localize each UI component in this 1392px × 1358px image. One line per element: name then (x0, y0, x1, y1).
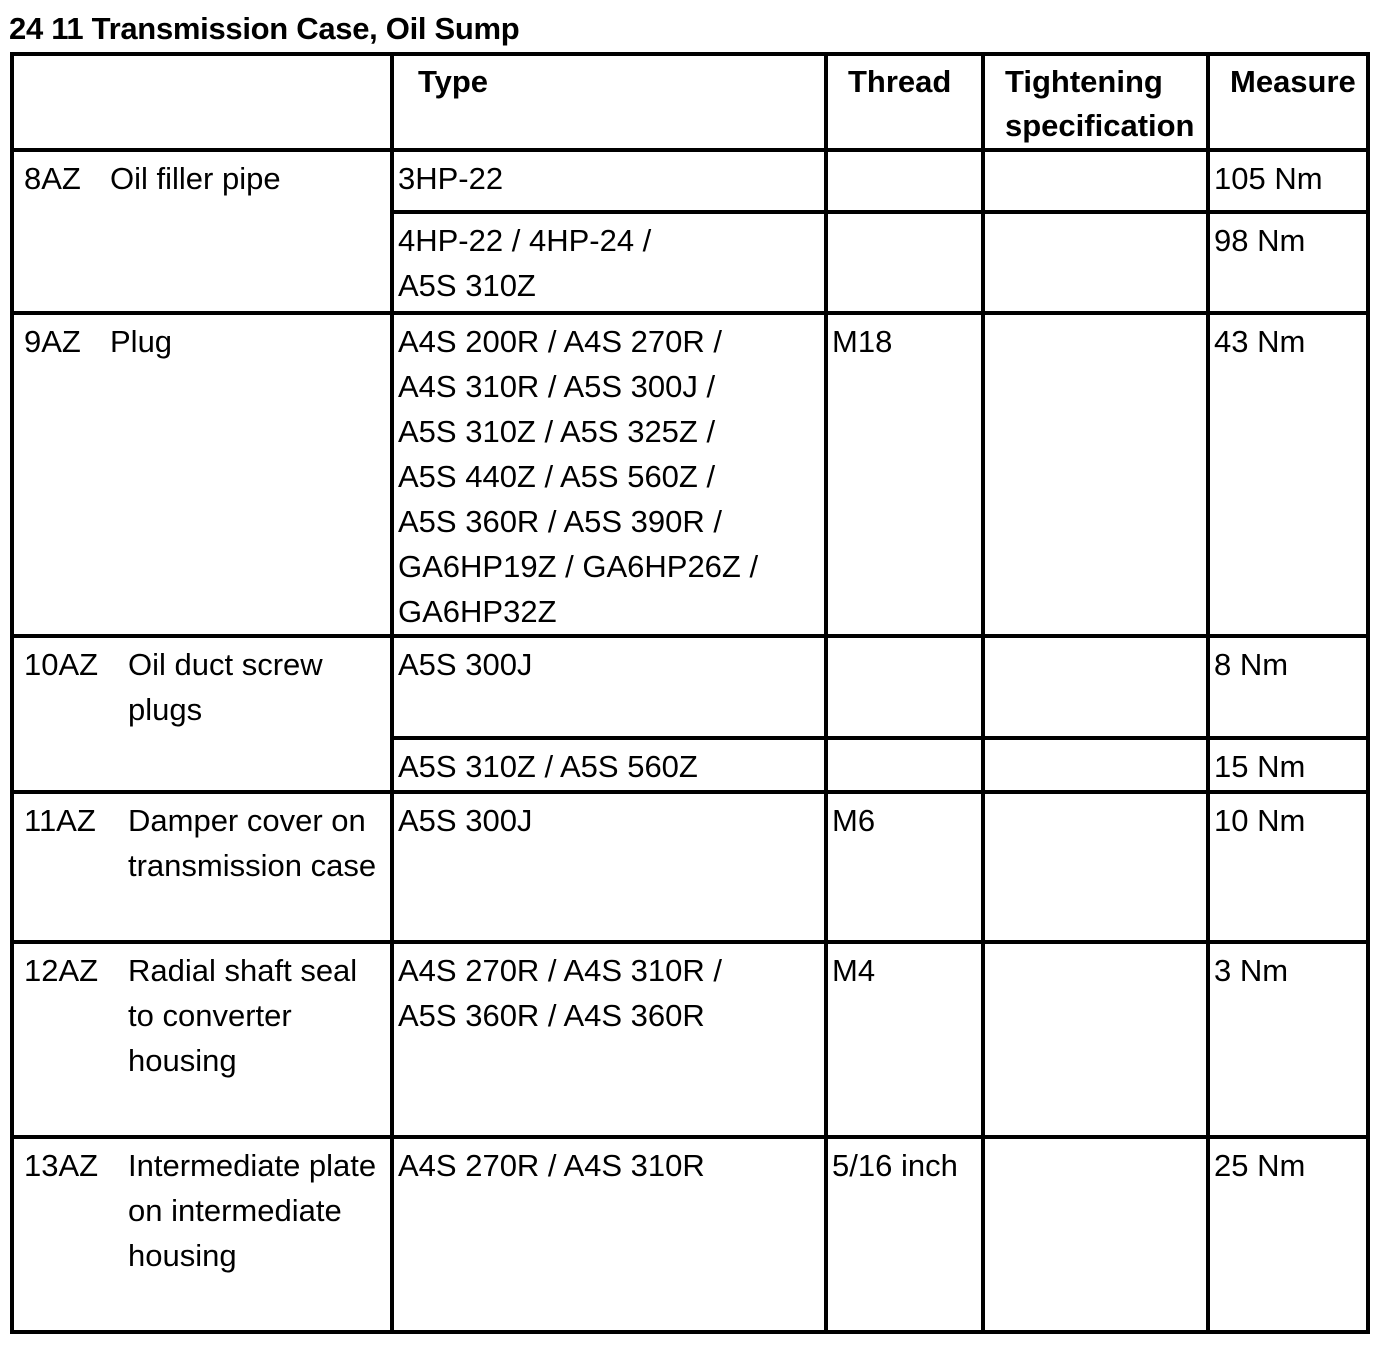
item-cell-13az (12, 1137, 392, 1332)
tightening-cell (983, 313, 1208, 636)
thread-cell: M6 (826, 792, 983, 942)
type-line: A5S 360R / A5S 390R / (398, 504, 722, 539)
thread-cell (826, 150, 983, 212)
table-row (12, 313, 1368, 636)
table-row (12, 792, 1368, 942)
measure-cell: 15 Nm (1208, 738, 1368, 792)
tightening-cell (983, 150, 1208, 212)
type-cell (392, 212, 826, 313)
type-line: A5S 310Z / A5S 560Z (398, 749, 698, 784)
thread-cell (826, 738, 983, 792)
thread-cell: M4 (826, 942, 983, 1137)
type-line: A5S 300J (398, 647, 533, 682)
item-cell-12az (12, 942, 392, 1137)
measure-cell: 25 Nm (1208, 1137, 1368, 1332)
type-line: GA6HP32Z (398, 594, 557, 629)
measure-cell: 3 Nm (1208, 942, 1368, 1137)
tightening-cell (983, 792, 1208, 942)
measure-cell: 10 Nm (1208, 792, 1368, 942)
type-cell (392, 636, 826, 738)
table-row (12, 942, 1368, 1137)
table-row (12, 1137, 1368, 1332)
thread-cell: 5/16 inch (826, 1137, 983, 1332)
measure-cell: 105 Nm (1208, 150, 1368, 212)
type-line: A5S 440Z / A5S 560Z / (398, 459, 716, 494)
thread-cell (826, 636, 983, 738)
item-cell-11az (12, 792, 392, 942)
type-line: A5S 360R / A4S 360R (398, 998, 705, 1033)
item-description: Damper cover on transmission case (128, 803, 377, 883)
type-line: A5S 310Z / A5S 325Z / (398, 414, 716, 449)
type-line: 3HP-22 (398, 161, 504, 196)
type-line: 4HP-22 / 4HP-24 / (398, 223, 652, 258)
header-tightening-line2: specification (1005, 108, 1195, 143)
tightening-cell (983, 1137, 1208, 1332)
item-description: Oil duct screw plugs (128, 647, 323, 727)
measure-cell: 8 Nm (1208, 636, 1368, 738)
type-line: A4S 270R / A4S 310R / (398, 953, 722, 988)
table-row (12, 150, 1368, 212)
type-line: A5S 310Z (398, 268, 536, 303)
measure-cell: 98 Nm (1208, 212, 1368, 313)
header-thread: Thread (826, 54, 983, 150)
item-cell-10az (12, 636, 392, 792)
type-line: A4S 200R / A4S 270R / (398, 324, 722, 359)
item-code: 13AZ (24, 1148, 99, 1183)
header-item (12, 54, 392, 150)
header-measure: Measure (1208, 54, 1368, 150)
header-type: Type (392, 54, 826, 150)
type-line: A4S 270R / A4S 310R (398, 1148, 705, 1183)
type-cell (392, 738, 826, 792)
tightening-cell (983, 942, 1208, 1137)
item-code: 9AZ (24, 324, 81, 359)
type-line: GA6HP19Z / GA6HP26Z / (398, 549, 759, 584)
document-title: 24 11 Transmission Case, Oil Sump (9, 11, 520, 46)
item-description: Intermediate plate on intermediate housing (128, 1148, 377, 1273)
type-cell (392, 942, 826, 1137)
item-code: 12AZ (24, 953, 99, 988)
tightening-cell (983, 636, 1208, 738)
header-tightening-line1: Tightening (1005, 64, 1163, 99)
tightening-cell (983, 738, 1208, 792)
header-tightening-specification (983, 54, 1208, 150)
type-cell (392, 313, 826, 636)
type-line: A5S 300J (398, 803, 533, 838)
tightening-cell (983, 212, 1208, 313)
item-code: 10AZ (24, 647, 99, 682)
item-description: Radial shaft seal to converter housing (128, 953, 358, 1078)
item-description: Plug (110, 324, 173, 359)
thread-cell (826, 212, 983, 313)
table-row (12, 636, 1368, 738)
item-cell-9az (12, 313, 392, 636)
item-description: Oil filler pipe (110, 161, 281, 196)
type-line: A4S 310R / A5S 300J / (398, 369, 716, 404)
table-header-row (12, 54, 1368, 150)
item-cell-8az (12, 150, 392, 313)
item-code: 11AZ (24, 803, 96, 838)
thread-cell: M18 (826, 313, 983, 636)
type-cell (392, 150, 826, 212)
type-cell (392, 1137, 826, 1332)
measure-cell: 43 Nm (1208, 313, 1368, 636)
type-cell (392, 792, 826, 942)
torque-spec-table (10, 52, 1370, 1334)
item-code: 8AZ (24, 161, 81, 196)
